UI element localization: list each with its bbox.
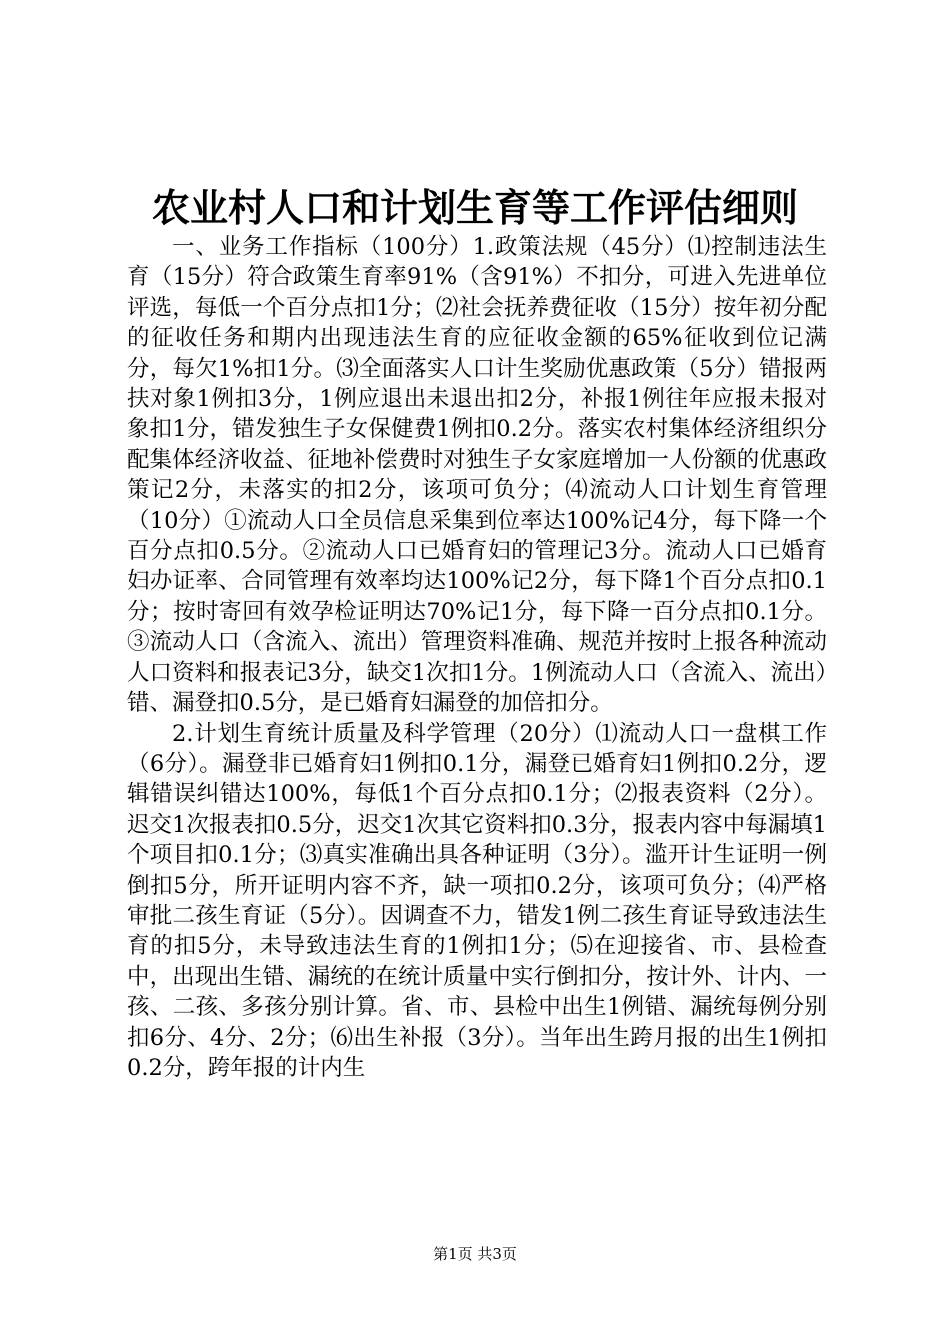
- document-body: [127, 232, 827, 1083]
- page-footer: 第1页 共3页: [433, 1245, 517, 1263]
- paragraph-business-indicators: 一、业务工作指标（100分）1.政策法规（45分）⑴控制违法生育（15分）符合政策生育率91%（含91%）不扣分，可进入先进单位评选，每低一个百分点扣1分；⑵社会抚养费征收（15分）按年初分配的征收任务和期内出现违法生育的应征收金额的65%征收到位记满分，每欠1%扣1分。⑶全面落实人口计生奖励优惠政策（5分）错报两扶对象1例扣3分，1例应退出未退出扣2分，补报1例往年应报未报对象扣1分，错发独生子女保健费1例扣0.2分。落实农村集体经济组织分配集体经济收益、征地补偿费时对独生子女家庭增加一人份额的优惠政策记2分，未落实的扣2分，该项可负分；⑷流动人口计划生育管理（10分）①流动人口全员信息采集到位率达100%记4分，每下降一个百分点扣0.5分。②流动人口已婚育妇的管理记3分。流动人口已婚育妇办证率、合同管理有效率均达100%记2分，每下降1个百分点扣0.1分；按时寄回有效孕检证明达70%记1分，每下降一百分点扣0.1分。③流动人口（含流入、流出）管理资料准确、规范并按时上报各种流动人口资料和报表记3分，缺交1次扣1分。1例流动人口（含流入、流出）错、漏登扣0.5分，是已婚育妇漏登的加倍扣分。: [127, 234, 827, 717]
- document-title: 农业村人口和计划生育等工作评估细则: [151, 185, 798, 230]
- paragraph-statistics-quality: 2.计划生育统计质量及科学管理（20分）⑴流动人口一盘棋工作（6分）。漏登非已婚育妇1例扣0.1分，漏登已婚育妇1例扣0.2分，逻辑错误纠错达100%，每低1个百分点扣0.1分；⑵报表资料（2分）。迟交1次报表扣0.5分，迟交1次其它资料扣0.3分，报表内容中每漏填1个项目扣0.1分；⑶真实准确出具各种证明（3分）。滥开计生证明一例倒扣5分，所开证明内容不齐，缺一项扣0.2分，该项可负分；⑷严格审批二孩生育证（5分）。因调查不力，错发1例二孩生育证导致违法生育的扣5分，未导致违法生育的1例扣1分；⑸在迎接省、市、县检查中，出现出生错、漏统的在统计质量中实行倒扣分，按计外、计内、一孩、二孩、多孩分别计算。省、市、县检中出生1例错、漏统每例分别扣6分、4分、2分；⑹出生补报（3分）。当年出生跨月报的出生1例扣0.2分，跨年报的计内生: [127, 720, 827, 1081]
